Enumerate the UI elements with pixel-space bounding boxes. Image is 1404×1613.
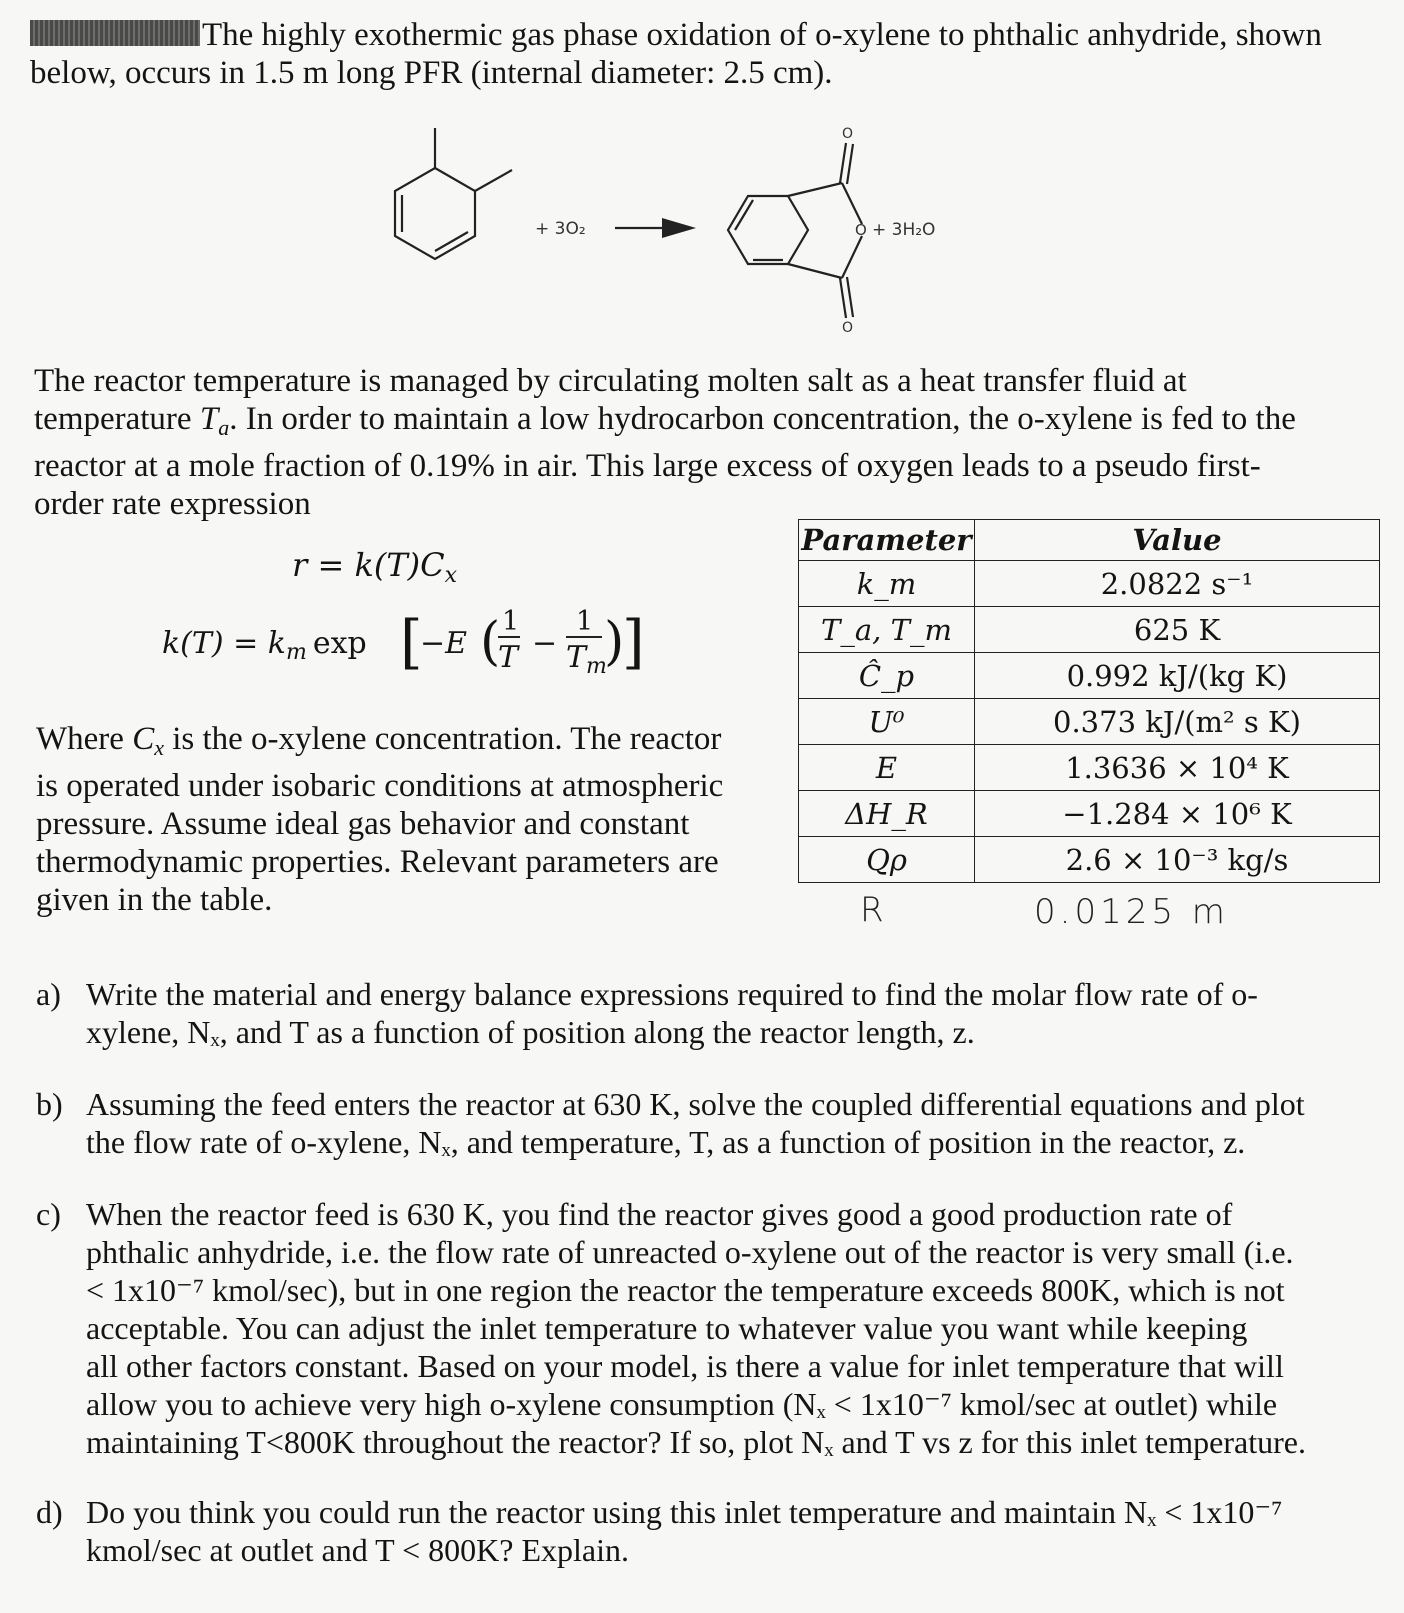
table-row: E 1.3636 × 10⁴ K	[799, 745, 1380, 791]
table-row: Qρ 2.6 × 10⁻³ kg/s	[799, 837, 1380, 883]
oxygen-ring-label: O	[855, 221, 867, 239]
intro-line-2: temperature $T_a$. In order to maintain a low hydrocarbon concentration, the o-xylene is fed to the	[34, 401, 1296, 440]
description-line-3: pressure. Assume ideal gas behavior and constant	[36, 806, 690, 842]
oxygen-top-label: O	[842, 126, 854, 142]
table-row: U⁰ 0.373 kJ/(m² s K)	[799, 699, 1380, 745]
description-line-5: given in the table.	[36, 882, 273, 918]
description-paragraph	[36, 720, 723, 919]
handwritten-radius-symbol: R	[860, 890, 884, 930]
phthalic-anhydride-structure	[728, 143, 862, 318]
table-row: ΔH_R −1.284 × 10⁶ K	[799, 791, 1380, 837]
intro-paragraph	[34, 362, 1296, 523]
question-letter: d)	[36, 1494, 63, 1530]
intro-line-4: order rate expression	[34, 486, 311, 522]
header-line-1: The highly exothermic gas phase oxidation of o-xylene to phthalic anhydride, shown	[202, 17, 1322, 53]
description-line-1: Where $C_x$ is the o-xylene concentration. The reactor	[36, 721, 722, 760]
intro-line-3: reactor at a mole fraction of 0.19% in air. This large excess of oxygen leads to a pseudo first-	[34, 448, 1261, 484]
reagent-oxygen: + 3O₂	[535, 219, 586, 239]
table-row: T_a, T_m 625 K	[799, 607, 1380, 653]
handwritten-radius-value: 0.0125 m	[1034, 892, 1229, 932]
question-c: c) When the reactor feed is 630 K, you find the reactor gives good a good production rate of phthalic anhydride, i.e. the flow rate of unreacted o-xylene out of the reactor is very small (i.e. < 1x10⁻⁷ kmol/sec), but in one region the reactor the temperature exceeds 800K, which is not acceptable. You can adjust the inlet temperature to whatever value you want while keeping all other factors constant. Based on your model, is there a value for inlet temperature that will allow you to achieve very high o-xylene consumption (Nₓ < 1x10⁻⁷ kmol/sec at outlet) while maintaining T<800K throughout the reactor? If so, plot Nₓ and T vs z for this inlet temperature.	[36, 1196, 1306, 1460]
byproduct-water: + 3H₂O	[872, 220, 936, 240]
parameter-table	[798, 519, 1380, 883]
o-xylene-structure	[395, 128, 512, 259]
question-letter: a)	[36, 976, 61, 1012]
table-header-parameter: Parameter	[799, 520, 975, 561]
question-b: b) Assuming the feed enters the reactor at 630 K, solve the coupled differential equations and plot the flow rate of o-xylene, Nₓ, and temperature, T, as a function of position in the reactor, z.	[36, 1086, 1305, 1160]
header-line-2: below, occurs in 1.5 m long PFR (internal diameter: 2.5 cm).	[30, 55, 833, 91]
question-d: d) Do you think you could run the reactor using this inlet temperature and maintain Nₓ < 1x10⁻⁷ kmol/sec at outlet and T < 800K? Explain.	[36, 1494, 1283, 1568]
table-header-row	[799, 520, 1380, 561]
header-text	[30, 16, 1322, 92]
description-line-2: is operated under isobaric conditions at atmospheric	[36, 768, 724, 804]
description-line-4: thermodynamic properties. Relevant parameters are	[36, 844, 719, 880]
oxygen-bottom-label: O	[842, 320, 854, 336]
table-row: Ĉ_p 0.992 kJ/(kg K)	[799, 653, 1380, 699]
rate-equation: $r = k(T)C_x$	[292, 546, 458, 588]
question-a: a) Write the material and energy balance expressions required to find the molar flow rate of o- xylene, Nₓ, and T as a function of position along the reactor length, z.	[36, 976, 1258, 1050]
question-letter: c)	[36, 1196, 61, 1232]
question-letter: b)	[36, 1086, 63, 1122]
arrow-head	[662, 218, 696, 238]
table-row: k_m 2.0822 s⁻¹	[799, 561, 1380, 607]
intro-line-1: The reactor temperature is managed by circulating molten salt as a heat transfer fluid at	[34, 363, 1187, 399]
table-header-value: Value	[975, 520, 1380, 561]
reaction-scheme	[370, 118, 990, 348]
